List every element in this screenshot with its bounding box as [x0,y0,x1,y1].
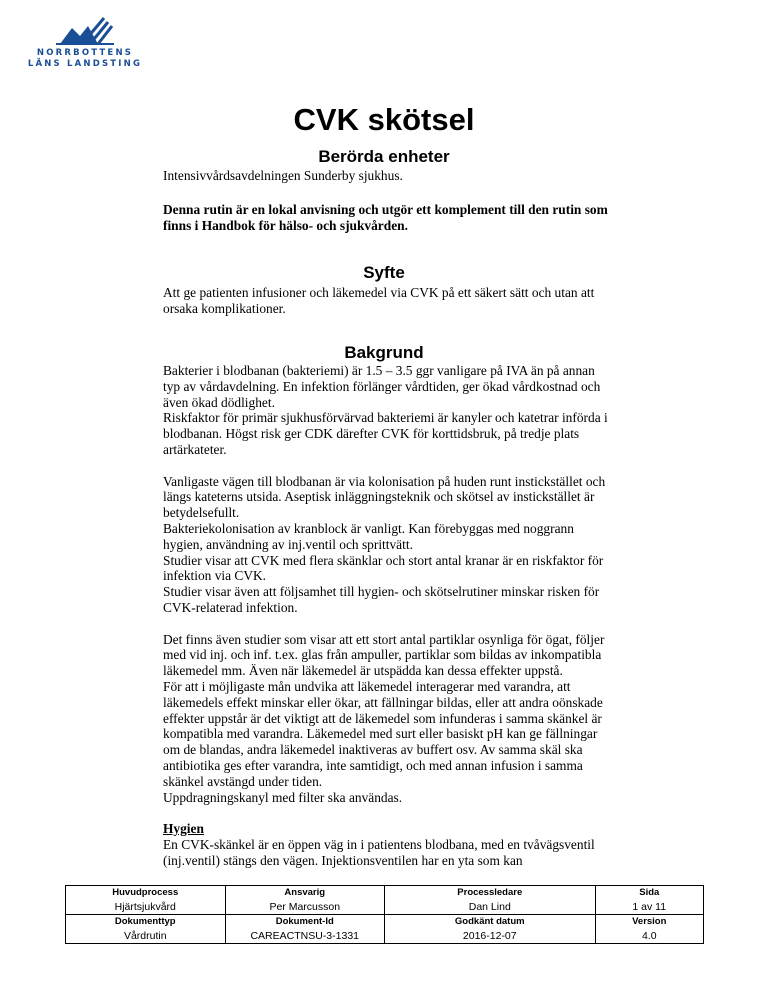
footer-value-dokumenttyp: Vårdrutin [66,929,226,944]
bakgrund-paragraph: Studier visar att CVK med flera skänklar och stort antal kranar är en riskfaktor för infektion via CVK. [163,552,604,584]
footer-value-huvudprocess: Hjärtsjukvård [66,900,226,915]
bakgrund-paragraph: Vanligaste vägen till blodbanan är via kolonisation på huden runt instickstället och längs kateterns utsida. Aseptisk inläggningsteknik och skötsel av instickstället är betydelsefullt. [163,473,606,521]
logo-line2: LÄNS LANDSTING [27,59,143,69]
heading-bakgrund: Bakgrund [344,343,424,362]
logo-mark-icon [26,14,146,46]
footer-value-version: 4.0 [595,929,703,944]
footer-value-ansvarig: Per Marcusson [225,900,385,915]
bakgrund-paragraph: Bakteriekolonisation av kranblock är vanligt. Kan förebyggas med noggrann hygien, användning av inj.ventil och sprittvätt. [163,520,574,552]
footer-value-processledare: Dan Lind [385,900,596,915]
bakgrund-paragraph: Riskfaktor för primär sjukhusförvärvad bakteriemi är kanyler och katetrar införda i blodbanan. Högst risk ger CDK därefter CVK för korttidsbruk, på tredje plats artärkateter. [163,410,608,457]
section-berorda [163,168,613,233]
footer-label-godkant: Godkänt datum [385,915,596,930]
bakgrund-paragraph: Bakterier i blodbanan (bakteriemi) är 1.5 – 3.5 ggr vanligare på IVA än på annan typ av vårdavdelning. En infektion förlänger vårdtiden, ger ökad vårdkostnad och även ökad dödlighet. [163,363,601,410]
footer-label-ansvarig: Ansvarig [225,886,385,901]
footer-value-dokumentid: CAREACTNSU-3-1331 [225,929,385,944]
bakgrund-paragraph: Uppdragningskanyl med filter ska användas. [163,789,403,805]
local-rule-note: Denna rutin är en lokal anvisning och utgör ett komplement till den rutin som finns i Handbok för hälso- och sjukvården. [163,201,608,233]
bakgrund-paragraph: Det finns även studier som visar att ett stort antal partiklar osynliga för ögat, följer med vid inj. och inf. t.ex. glas från ampuller, partiklar som bildas av inkompatibla läkemedel mm. Även när läkemedel är utspädda kan dessa effekter uppstå. [163,631,605,679]
footer-label-huvudprocess: Huvudprocess [66,886,226,901]
footer-label-version: Version [595,915,703,930]
bakgrund-paragraph: Studier visar även att följsamhet till hygien- och skötselrutiner minskar risken för CVK-relaterad infektion. [163,584,600,615]
footer-label-dokumentid: Dokument-Id [225,915,385,930]
syfte-text: Att ge patienten infusioner och läkemedel via CVK på ett säkert sätt och utan att orsaka komplikationer. [163,285,595,316]
berorda-text: Intensivvårdsavdelningen Sunderby sjukhus. [163,168,403,183]
footer-label-processledare: Processledare [385,886,596,901]
footer-label-sida: Sida [595,886,703,901]
footer-value-sida: 1 av 11 [595,900,703,915]
page-title: CVK skötsel [293,102,475,137]
section-syfte [163,285,613,317]
heading-berorda-enheter: Berörda enheter [318,147,450,166]
footer-value-godkant: 2016-12-07 [385,929,596,944]
footer-label-dokumenttyp: Dokumenttyp [66,915,226,930]
bakgrund-paragraph: För att i möjligaste mån undvika att läkemedel interagerar med varandra, att läkemedels effekt minskar eller ökar, att fällningar bildas, eller att andra oönskade effekter uppstår är det viktigt att de läkemedel som infunderas i samma skänkel är kompatibla med varandra. Läkemedel med surt eller basiskt pH kan ge fällningar om de blandas, andra läkemedel inaktiveras av buffert osv. Av samma skäl ska antibiotika ges efter varandra, inte samtidigt, och med annan infusion i samma skänkel avstängd under tiden. [163,678,603,789]
section-bakgrund [163,363,613,869]
norrbottens-logo [26,14,146,74]
hygien-text: En CVK-skänkel är en öppen väg in i patientens blodbana, med en tvåvägsventil (inj.ventil) stängs den vägen. Injektionsventilen har en yta som kan [163,836,595,868]
document-footer-table [65,885,704,944]
heading-hygien: Hygien [163,821,204,837]
heading-syfte: Syfte [363,263,405,282]
logo-line1: NORRBOTTENS [36,48,134,58]
